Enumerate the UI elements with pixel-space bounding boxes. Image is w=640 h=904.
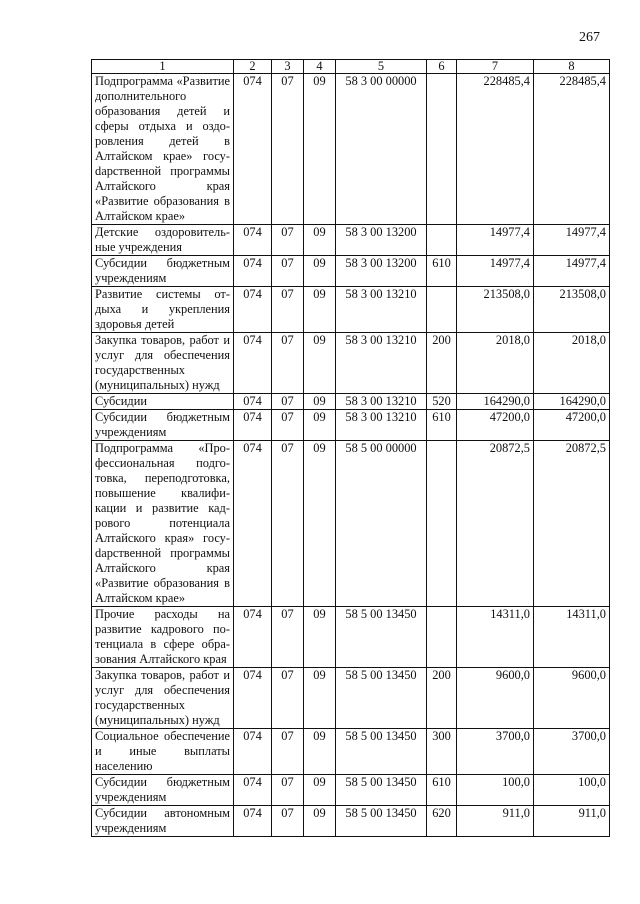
row-name: Субсидии бюджетным учреждениям (92, 775, 234, 806)
row-amount-1: 911,0 (457, 806, 534, 837)
row-amount-1: 164290,0 (457, 394, 534, 410)
row-expense-type: 300 (427, 729, 457, 775)
row-ved-code: 074 (234, 775, 272, 806)
row-section-code: 07 (272, 668, 304, 729)
row-target-article: 58 5 00 13450 (336, 668, 427, 729)
row-amount-1: 213508,0 (457, 287, 534, 333)
column-header: 8 (534, 60, 610, 74)
row-subsection-code: 09 (304, 394, 336, 410)
row-ved-code: 074 (234, 607, 272, 668)
row-subsection-code: 09 (304, 775, 336, 806)
page-number: 267 (579, 30, 600, 45)
table-row (92, 333, 610, 394)
row-subsection-code: 09 (304, 287, 336, 333)
header-row (92, 60, 610, 74)
row-name: Субсидии бюджетным учреждениям (92, 256, 234, 287)
row-subsection-code: 09 (304, 729, 336, 775)
row-amount-2: 14977,4 (534, 225, 610, 256)
row-amount-1: 3700,0 (457, 729, 534, 775)
row-target-article: 58 5 00 00000 (336, 441, 427, 607)
row-target-article: 58 3 00 13210 (336, 287, 427, 333)
row-target-article: 58 3 00 13210 (336, 410, 427, 441)
column-header: 1 (92, 60, 234, 74)
row-section-code: 07 (272, 806, 304, 837)
row-subsection-code: 09 (304, 410, 336, 441)
row-section-code: 07 (272, 74, 304, 225)
row-name: Субсидии бюджетным учреждениям (92, 410, 234, 441)
column-header: 4 (304, 60, 336, 74)
column-header: 5 (336, 60, 427, 74)
table-row (92, 74, 610, 225)
row-section-code: 07 (272, 775, 304, 806)
row-section-code: 07 (272, 394, 304, 410)
column-header: 6 (427, 60, 457, 74)
row-expense-type: 520 (427, 394, 457, 410)
row-name: Подпрограмма «Развитие дополнительного образования детей и сферы отдыха и оздоровления детей в Алтайском крае» госуdарственной программы Алтайского края «Развитие образования в Алтайском крае» (92, 74, 234, 225)
row-subsection-code: 09 (304, 256, 336, 287)
row-section-code: 07 (272, 607, 304, 668)
row-expense-type: 610 (427, 256, 457, 287)
row-expense-type (427, 607, 457, 668)
row-expense-type (427, 287, 457, 333)
row-ved-code: 074 (234, 410, 272, 441)
table-row (92, 729, 610, 775)
row-target-article: 58 3 00 13200 (336, 256, 427, 287)
row-ved-code: 074 (234, 225, 272, 256)
row-name: Подпрограмма «Профессиональная подготовка, переподготовка, повышение квалификации и развитие кадрового потенциала Алтайского края» госуdарственной программы Алтайского края «Развитие образования в Алтайском крае» (92, 441, 234, 607)
row-expense-type (427, 225, 457, 256)
row-target-article: 58 3 00 13200 (336, 225, 427, 256)
row-ved-code: 074 (234, 74, 272, 225)
row-amount-1: 47200,0 (457, 410, 534, 441)
row-target-article: 58 3 00 00000 (336, 74, 427, 225)
row-expense-type: 620 (427, 806, 457, 837)
row-section-code: 07 (272, 729, 304, 775)
row-amount-2: 14311,0 (534, 607, 610, 668)
table-row (92, 441, 610, 607)
table-row (92, 287, 610, 333)
row-section-code: 07 (272, 287, 304, 333)
row-section-code: 07 (272, 441, 304, 607)
row-expense-type (427, 441, 457, 607)
row-name: Субсидии автономным учреждениям (92, 806, 234, 837)
row-expense-type: 610 (427, 775, 457, 806)
row-ved-code: 074 (234, 394, 272, 410)
row-amount-1: 100,0 (457, 775, 534, 806)
row-amount-2: 9600,0 (534, 668, 610, 729)
table-row (92, 225, 610, 256)
row-ved-code: 074 (234, 287, 272, 333)
column-header: 2 (234, 60, 272, 74)
row-amount-1: 2018,0 (457, 333, 534, 394)
row-ved-code: 074 (234, 256, 272, 287)
row-target-article: 58 5 00 13450 (336, 607, 427, 668)
row-ved-code: 074 (234, 729, 272, 775)
table-row (92, 394, 610, 410)
row-subsection-code: 09 (304, 668, 336, 729)
row-amount-1: 20872,5 (457, 441, 534, 607)
row-name: Закупка товаров, работ и услуг для обеспечения государственных (муниципальных) нужд (92, 333, 234, 394)
table-row (92, 668, 610, 729)
row-amount-1: 9600,0 (457, 668, 534, 729)
row-amount-2: 3700,0 (534, 729, 610, 775)
column-header: 3 (272, 60, 304, 74)
row-section-code: 07 (272, 225, 304, 256)
row-amount-2: 100,0 (534, 775, 610, 806)
row-amount-2: 228485,4 (534, 74, 610, 225)
table-row (92, 775, 610, 806)
row-amount-1: 14977,4 (457, 256, 534, 287)
row-name: Социальное обеспечение и иные выплаты населению (92, 729, 234, 775)
row-name: Закупка товаров, работ и услуг для обеспечения государственных (муниципальных) нужд (92, 668, 234, 729)
row-amount-1: 14977,4 (457, 225, 534, 256)
row-target-article: 58 5 00 13450 (336, 806, 427, 837)
row-expense-type: 200 (427, 668, 457, 729)
row-name: Прочие расходы на развитие кадрового потенциала в сфере образования Алтайского края (92, 607, 234, 668)
row-ved-code: 074 (234, 333, 272, 394)
row-expense-type: 610 (427, 410, 457, 441)
row-amount-1: 228485,4 (457, 74, 534, 225)
row-target-article: 58 5 00 13450 (336, 775, 427, 806)
table-row (92, 607, 610, 668)
row-amount-2: 47200,0 (534, 410, 610, 441)
row-target-article: 58 5 00 13450 (336, 729, 427, 775)
row-ved-code: 074 (234, 806, 272, 837)
row-amount-2: 164290,0 (534, 394, 610, 410)
row-subsection-code: 09 (304, 806, 336, 837)
budget-table (91, 59, 610, 837)
table-row (92, 256, 610, 287)
table-row (92, 806, 610, 837)
row-name: Развитие системы отдыха и укрепления здоровья детей (92, 287, 234, 333)
row-section-code: 07 (272, 256, 304, 287)
row-subsection-code: 09 (304, 607, 336, 668)
row-amount-2: 14977,4 (534, 256, 610, 287)
row-amount-2: 20872,5 (534, 441, 610, 607)
row-subsection-code: 09 (304, 441, 336, 607)
row-expense-type: 200 (427, 333, 457, 394)
row-name: Субсидии (92, 394, 234, 410)
row-section-code: 07 (272, 333, 304, 394)
column-header: 7 (457, 60, 534, 74)
row-ved-code: 074 (234, 668, 272, 729)
row-amount-1: 14311,0 (457, 607, 534, 668)
row-target-article: 58 3 00 13210 (336, 333, 427, 394)
row-amount-2: 911,0 (534, 806, 610, 837)
row-expense-type (427, 74, 457, 225)
row-amount-2: 213508,0 (534, 287, 610, 333)
row-name: Детские оздоровительные учреждения (92, 225, 234, 256)
row-amount-2: 2018,0 (534, 333, 610, 394)
row-section-code: 07 (272, 410, 304, 441)
row-subsection-code: 09 (304, 225, 336, 256)
row-subsection-code: 09 (304, 333, 336, 394)
row-ved-code: 074 (234, 441, 272, 607)
table-row (92, 410, 610, 441)
row-target-article: 58 3 00 13210 (336, 394, 427, 410)
row-subsection-code: 09 (304, 74, 336, 225)
